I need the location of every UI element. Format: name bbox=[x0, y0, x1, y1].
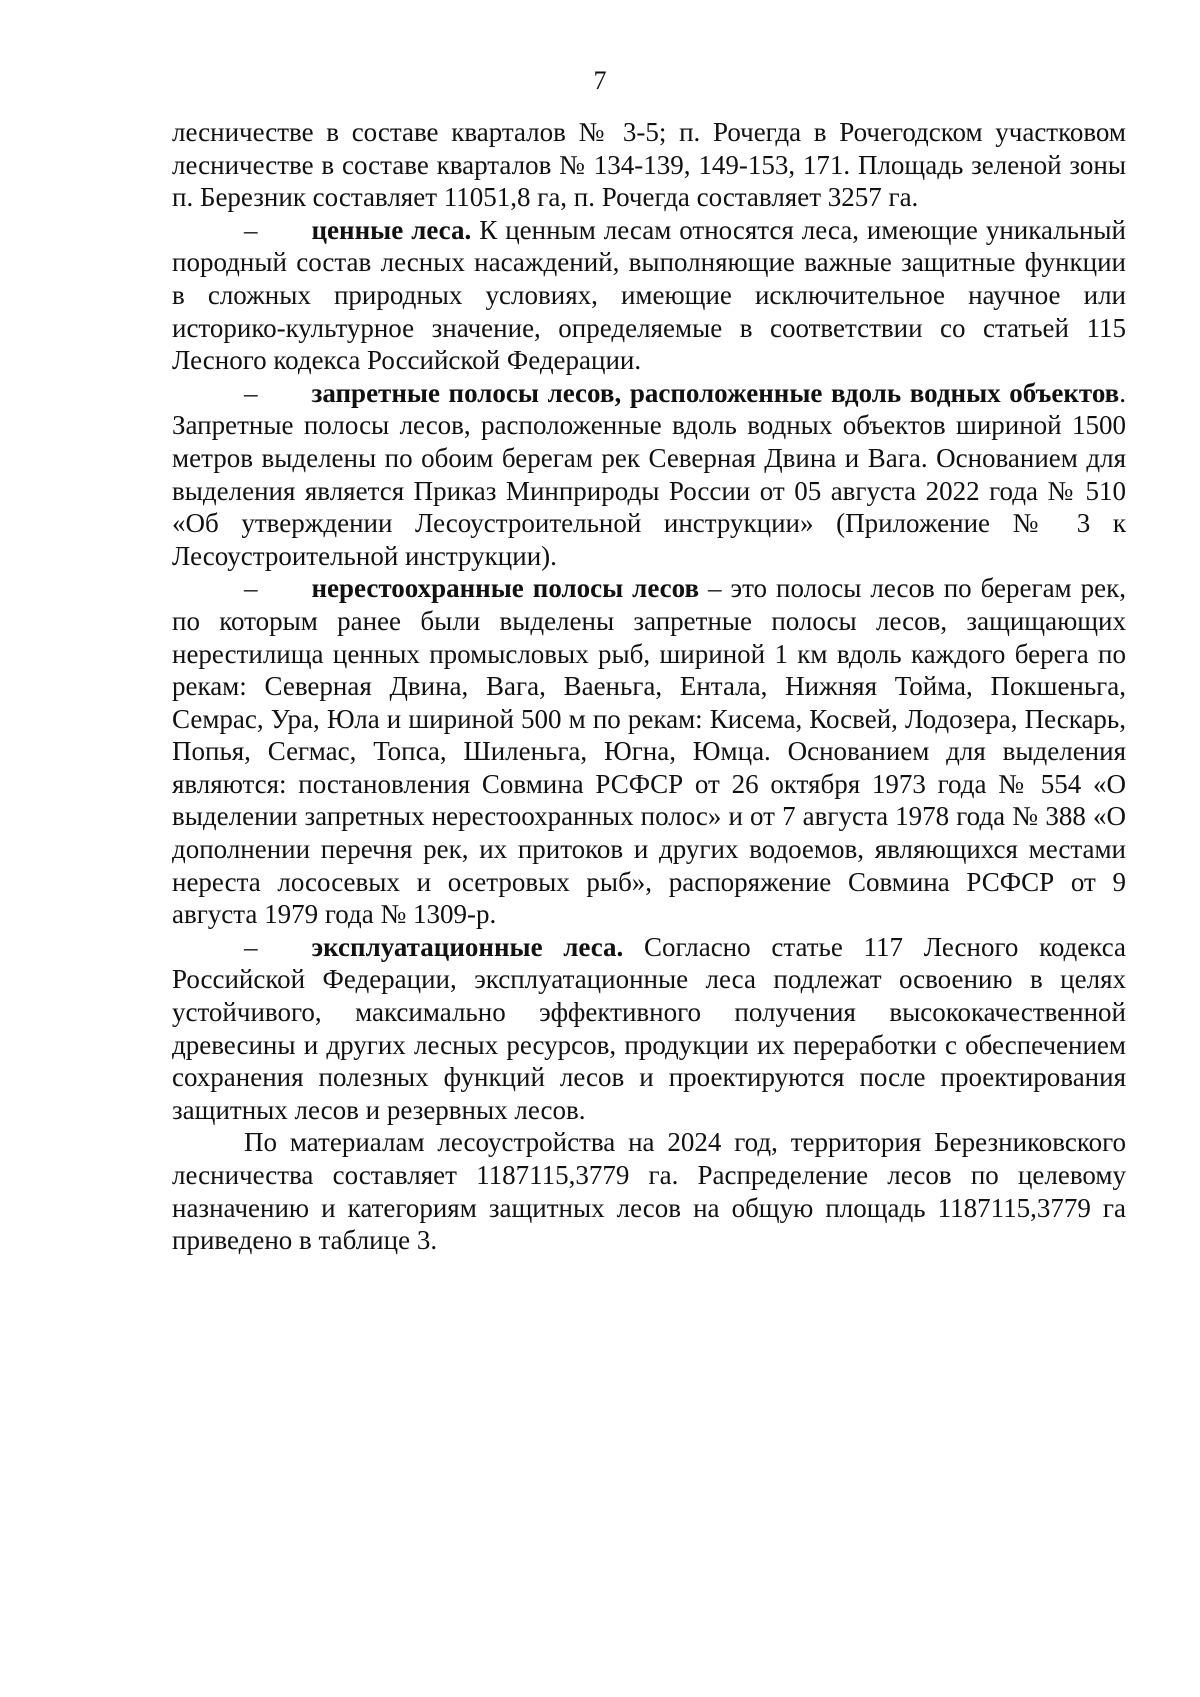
list-dash: – bbox=[244, 573, 258, 604]
list-dash: – bbox=[244, 931, 258, 962]
list-item-valuable-forests bbox=[172, 214, 1126, 377]
list-item-text: – это полосы лесов по берегам рек, по которым ранее были выделены запретные полосы лесов, защищающих нерестилища ценных промысловых рыб, шириной 1 км вдоль каждого берега по рекам: Северная Двина, Вага, Ваеньга, Ентала, Нижняя Тойма, Покшеньга, Семрас, Ура, Юла и шириной 500 м по рекам: Кисема, Косвей, Лодозера, Пескарь, Попья, Сегмас, Топса, Шиленьга, Югна, Юмца. Основанием для выделения являются: постановления Совмина РСФСР от 26 октября 1973 года № 554 «О выделении запретных нерестоохранных полос» и от 7 августа 1978 года № 388 «О дополнении перечня рек, их притоков и других водоемов, являющихся местами нереста лососевых и осетровых рыб», распоряжение Совмина РСФСР от 9 августа 1979 года № 1309-р. bbox=[172, 573, 1126, 930]
list-item-term: ценные леса. bbox=[311, 214, 472, 245]
list-dash: – bbox=[244, 377, 258, 408]
list-item-term: эксплуатационные леса. bbox=[311, 931, 624, 962]
page-number: 7 bbox=[593, 66, 607, 95]
paragraph-continuation bbox=[172, 116, 1126, 214]
list-item-spawning-strips bbox=[172, 572, 1126, 931]
list-item-term: нерестоохранные полосы лесов bbox=[311, 573, 700, 604]
list-dash: – bbox=[244, 214, 258, 245]
paragraph-text: лесничестве в составе кварталов № 3-5; п. Рочегда в Рочегодском участковом лесничестве в составе кварталов № 134-139, 149-153, 171. Площадь зеленой зоны п. Березник составляет 11051,8 га, п. Рочегда составляет 3257 га. bbox=[172, 117, 1126, 213]
list-item-exploitation-forests bbox=[172, 931, 1126, 1127]
list-item-text: Согласно статье 117 Лесного кодекса Российской Федерации, эксплуатационные леса подлежат освоению в целях устойчивого, максимально эффективного получения высококачественной древесины и других лесных ресурсов, продукции их переработки с обеспечением сохранения полезных функций лесов и проектируются после проектирования защитных лесов и резервных лесов. bbox=[172, 931, 1127, 1125]
document-body bbox=[172, 116, 1126, 1257]
list-item-term: запретные полосы лесов, расположенные вдоль водных объектов bbox=[311, 377, 1120, 408]
list-item-text: К ценным лесам относятся леса, имеющие уникальный породный состав лесных насаждений, выполняющие важные защитные функции в сложных природных условиях, имеющие исключительное научное или историко-культурное значение, определяемые в соответствии со статьей 115 Лесного кодекса Российской Федерации. bbox=[172, 214, 1126, 376]
list-item-text: . Запретные полосы лесов, расположенные вдоль водных объектов шириной 1500 метров выделены по обоим берегам рек Северная Двина и Вага. Основанием для выделения является Приказ Минприроды России от 05 августа 2022 года № 510 «Об утверждении Лесоустроительной инструкции» (Приложение № 3 к Лесоустроительной инструкции). bbox=[172, 377, 1126, 571]
paragraph-summary bbox=[172, 1126, 1126, 1256]
list-item-protective-strips bbox=[172, 377, 1126, 573]
paragraph-text: По материалам лесоустройства на 2024 год, территория Березниковского лесничества составляет 1187115,3779 га. Распределение лесов по целевому назначению и категориям защитных лесов на общую площадь 1187115,3779 га приведено в таблице 3. bbox=[172, 1127, 1126, 1256]
